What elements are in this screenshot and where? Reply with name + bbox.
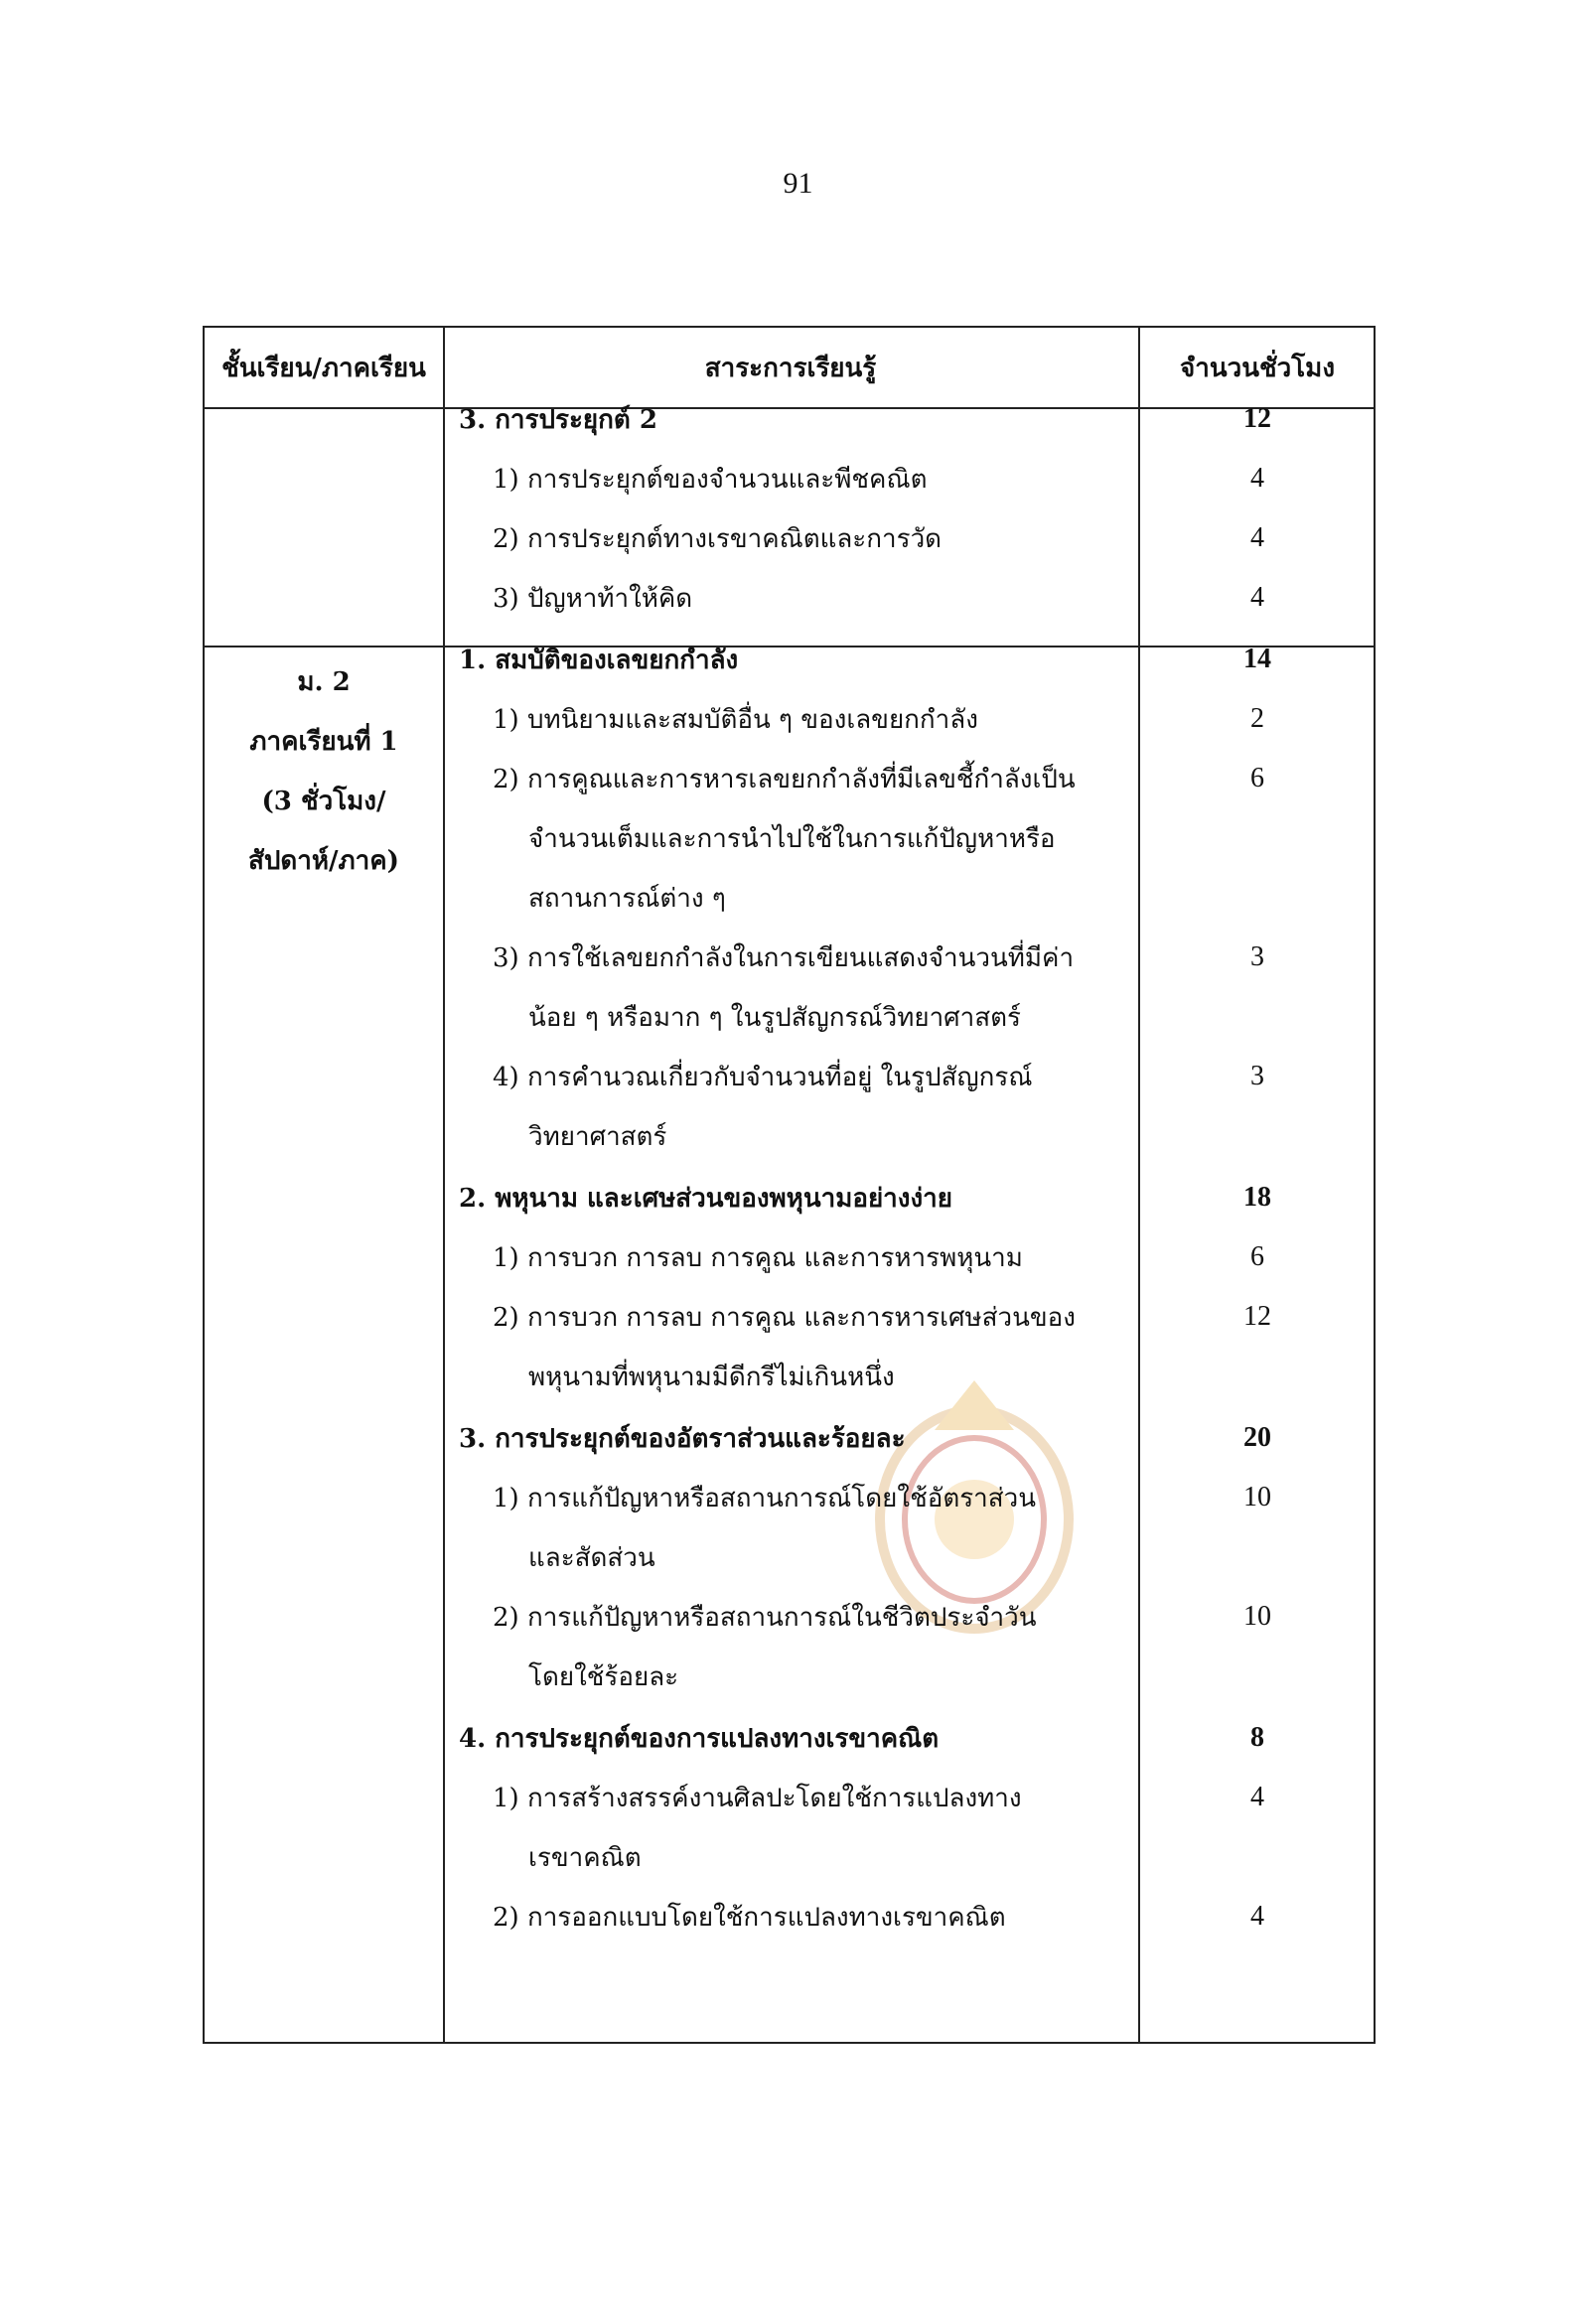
hours-value: 10: [1243, 1601, 1271, 1632]
hours-value: 20: [1243, 1422, 1271, 1453]
subtopic-line: 1) การแก้ปัญหาหรือสถานการณ์โดยใช้อัตราส่วน: [493, 1484, 1037, 1513]
level-line: ภาคเรียนที่ 1: [249, 727, 398, 757]
curriculum-table: [203, 326, 1376, 2044]
level-line: (3 ชั่วโมง/: [261, 787, 386, 816]
subtopic-line: โดยใช้ร้อยละ: [528, 1662, 679, 1692]
hours-value: 18: [1243, 1182, 1271, 1213]
topic-heading: 2. พหุนาม และเศษส่วนของพหุนามอย่างง่าย: [459, 1184, 953, 1214]
subtopic-line: 2) การแก้ปัญหาหรือสถานการณ์ในชีวิตประจำวัน: [493, 1603, 1037, 1633]
hours-value: 4: [1250, 522, 1264, 553]
hours-value: 3: [1250, 1061, 1264, 1091]
level-line: สัปดาห์/ภาค): [248, 846, 399, 876]
hours-value: 6: [1250, 763, 1264, 793]
subtopic-line: 3) ปัญหาท้าให้คิด: [493, 584, 693, 614]
hours-value: 2: [1250, 703, 1264, 734]
subtopic-line: 2) การคูณและการหารเลขยกกำลังที่มีเลขชี้กำลังเป็น: [493, 765, 1076, 794]
page-number: 91: [783, 167, 813, 200]
column-divider-1: [443, 328, 445, 2042]
topic-heading: 3. การประยุกต์ 2: [459, 405, 657, 435]
subtopic-line: เรขาคณิต: [528, 1843, 642, 1873]
subtopic-line: สถานการณ์ต่าง ๆ: [528, 884, 726, 914]
subtopic-line: 2) การประยุกต์ทางเรขาคณิตและการวัด: [493, 524, 943, 554]
subtopic-line: 2) การออกแบบโดยใช้การแปลงทางเรขาคณิต: [493, 1903, 1006, 1933]
hours-value: 12: [1243, 403, 1271, 434]
hours-value: 14: [1243, 644, 1271, 674]
subtopic-line: น้อย ๆ หรือมาก ๆ ในรูปสัญกรณ์วิทยาศาสตร์: [528, 1003, 1021, 1033]
hours-value: 8: [1250, 1722, 1264, 1753]
hours-value: 3: [1250, 941, 1264, 972]
hours-value: 4: [1250, 582, 1264, 613]
subtopic-line: 1) การสร้างสรรค์งานศิลปะโดยใช้การแปลงทาง: [493, 1784, 1022, 1813]
hours-value: 4: [1250, 1782, 1264, 1812]
hours-value: 6: [1250, 1241, 1264, 1272]
subtopic-line: 2) การบวก การลบ การคูณ และการหารเศษส่วนของ: [493, 1303, 1076, 1333]
subtopic-line: 1) การบวก การลบ การคูณ และการหารพหุนาม: [493, 1243, 1023, 1273]
topic-heading: 3. การประยุกต์ของอัตราส่วนและร้อยละ: [459, 1424, 906, 1454]
subtopic-line: 3) การใช้เลขยกกำลังในการเขียนแสดงจำนวนที่มีค่า: [493, 943, 1075, 973]
hours-value: 10: [1243, 1482, 1271, 1512]
hours-value: 4: [1250, 1901, 1264, 1932]
topic-heading: 1. สมบัติของเลขยกกำลัง: [459, 646, 739, 675]
subtopic-line: จำนวนเต็มและการนำไปใช้ในการแก้ปัญหาหรือ: [528, 824, 1056, 854]
subtopic-line: 1) การประยุกต์ของจำนวนและพีชคณิต: [493, 465, 928, 495]
header-hours: จำนวนชั่วโมง: [1179, 353, 1336, 383]
subtopic-line: วิทยาศาสตร์: [528, 1122, 667, 1152]
subtopic-line: พหุนามที่พหุนามมีดีกรีไม่เกินหนึ่ง: [528, 1363, 895, 1392]
topic-heading: 4. การประยุกต์ของการแปลงทางเรขาคณิต: [459, 1724, 940, 1754]
hours-value: 4: [1250, 463, 1264, 494]
level-line: ม. 2: [297, 667, 351, 697]
subtopic-line: และสัดส่วน: [528, 1543, 655, 1573]
header-content: สาระการเรียนรู้: [704, 353, 877, 383]
subtopic-line: 1) บทนิยามและสมบัติอื่น ๆ ของเลขยกกำลัง: [493, 705, 978, 735]
header-level: ชั้นเรียน/ภาคเรียน: [221, 353, 426, 383]
subtopic-line: 4) การคำนวณเกี่ยวกับจำนวนที่อยู่ ในรูปสัญกรณ์: [493, 1063, 1033, 1092]
hours-value: 12: [1243, 1301, 1271, 1332]
